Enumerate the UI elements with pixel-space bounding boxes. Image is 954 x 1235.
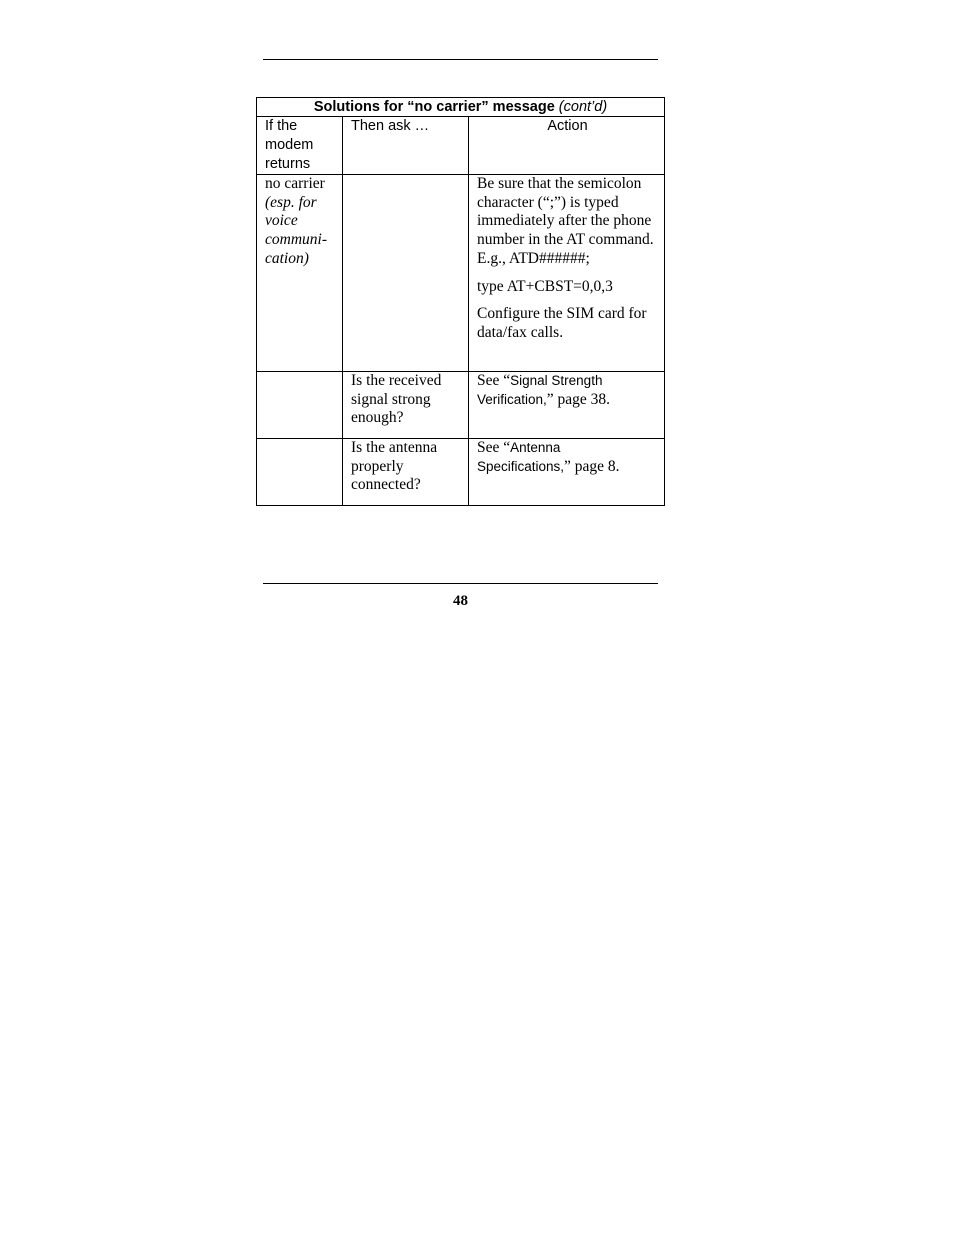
header-modem-returns: If the modem returns [257,117,343,175]
antenna-see: See “ [477,439,511,456]
table-header-row [257,117,665,175]
table-row [257,372,665,439]
row-antenna-ask: Is the antenna properly connected? [343,439,469,506]
antenna-specifications-link[interactable]: Antenna Specifications, [477,440,565,474]
row-antenna-action [469,439,665,506]
header-then-ask: Then ask … [343,117,469,175]
row-antenna-returns [257,439,343,506]
returns-note: (esp. for voice communi-cation) [265,193,327,267]
table-title [257,98,665,117]
signal-strength-link[interactable]: Signal Strength Verification, [477,373,603,407]
row-no-carrier-ask [343,175,469,372]
table-title-row [257,98,665,117]
table-row [257,175,665,372]
row-signal-returns [257,372,343,439]
table-title-contd: (cont’d) [558,99,608,115]
signal-page: ” page 38. [546,390,611,408]
footer-rule [263,583,658,584]
action-cbst: type AT+CBST=0,0,3 [477,277,613,295]
returns-value: no carrier [265,175,325,192]
header-action: Action [469,117,665,175]
signal-see: See “ [477,372,511,389]
header-rule [263,59,658,60]
row-no-carrier-returns [257,175,343,372]
row-signal-ask: Is the received signal strong enough? [343,372,469,439]
action-semicolon: Be sure that the semicolon character (“;”) is typed immediately after the phone number in the AT command. E.g., ATD######; [477,175,654,267]
table-row [257,439,665,506]
page-number: 48 [453,593,468,609]
table-title-main: Solutions for “no carrier” message [313,99,555,115]
row-no-carrier-actions [469,175,665,372]
antenna-page: ” page 8. [564,457,620,475]
row-signal-action [469,372,665,439]
action-sim-card: Configure the SIM card for data/fax calls. [477,305,647,341]
solutions-table [256,97,665,506]
